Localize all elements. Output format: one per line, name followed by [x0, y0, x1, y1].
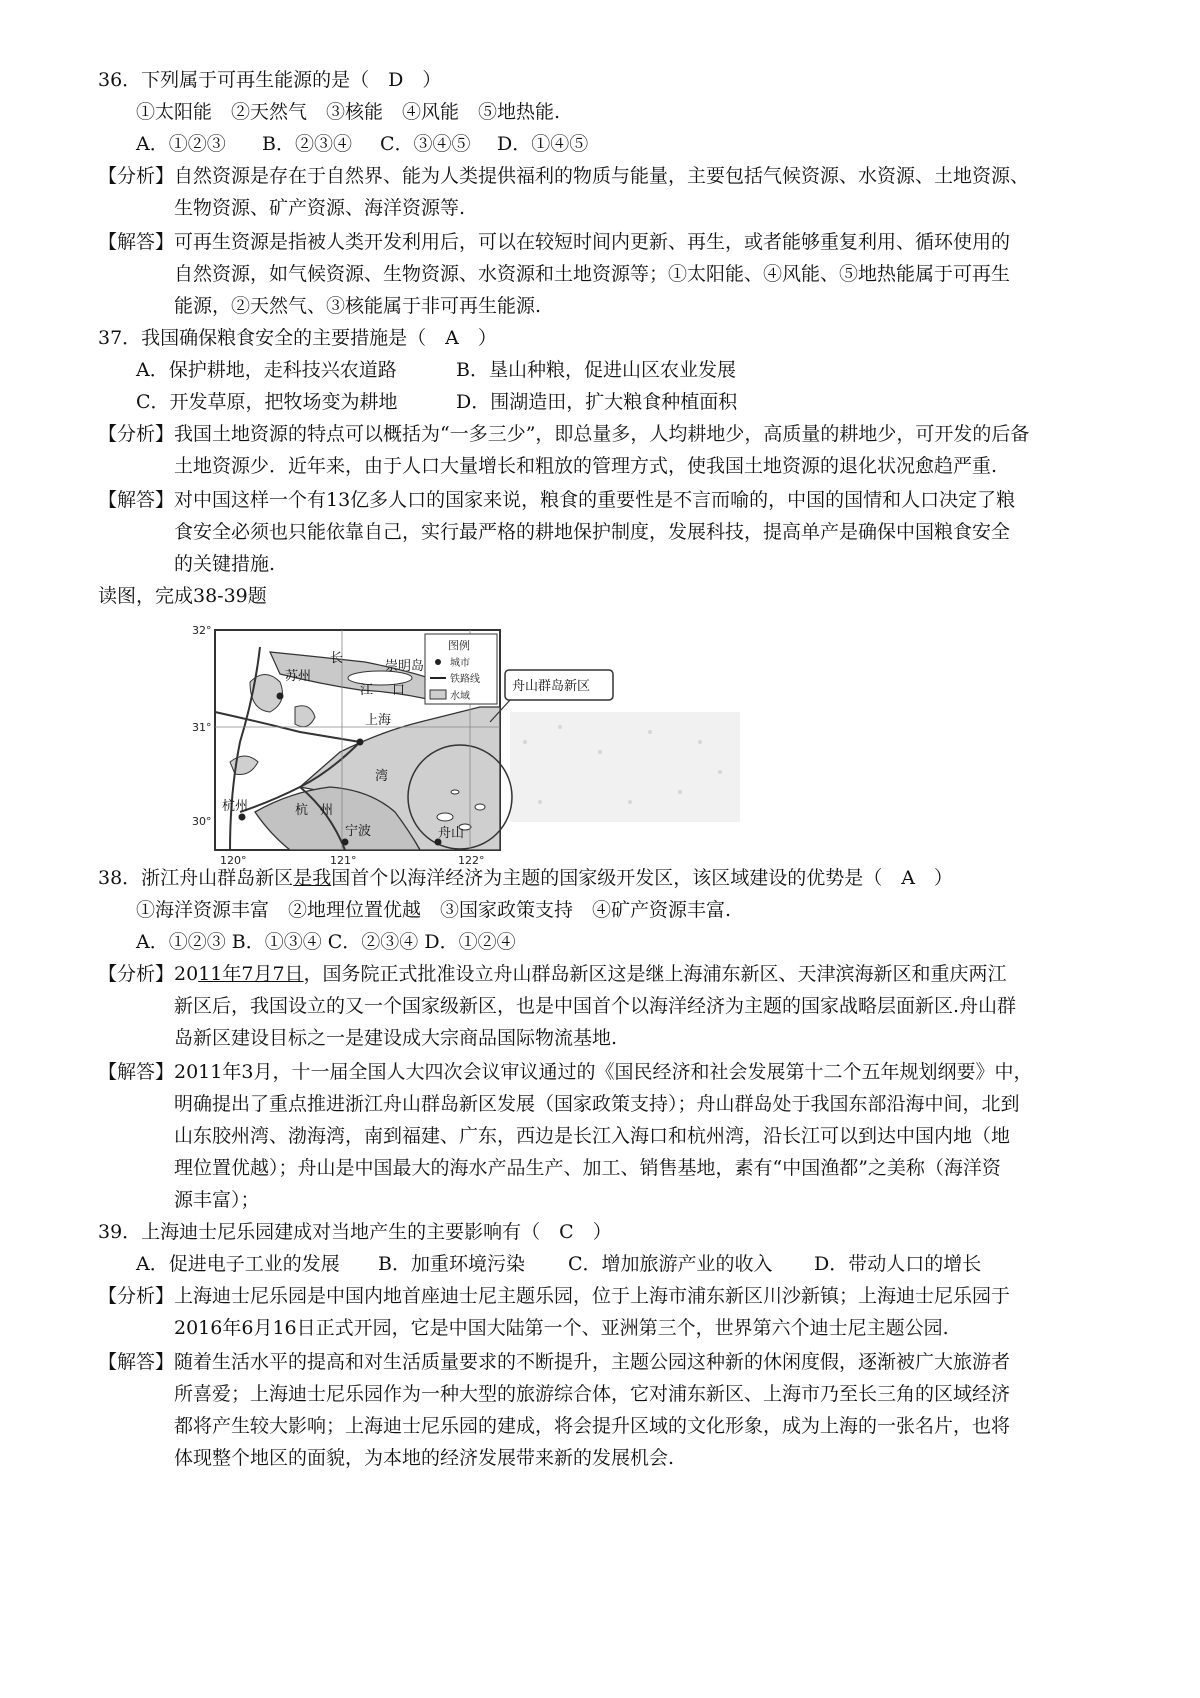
city-dot — [342, 839, 349, 846]
q38-answer-tag: 【解答】 — [98, 1061, 175, 1083]
legend-item-city: 城市 — [450, 658, 470, 669]
q38-analysis-line — [174, 958, 1007, 990]
q39-answer-line: 所喜爱；上海迪士尼乐园作为一种大型的旅游综合体，它对浦东新区、上海市乃至长三角的区域经济 — [174, 1383, 1011, 1405]
q36-analysis-tag: 【分析】 — [98, 165, 175, 187]
q37-stem: 37．我国确保粮食安全的主要措施是（ A ） — [98, 327, 497, 349]
place-label: 杭州 — [222, 799, 249, 814]
lat-label: 31° — [192, 721, 212, 734]
place-label: 杭 — [295, 803, 309, 818]
place-label: 崇明岛 — [385, 659, 425, 674]
lon-label: 120° — [220, 854, 247, 867]
q37-analysis-tag: 【分析】 — [98, 423, 175, 445]
q38-stem-post: 国首个以海洋经济为主题的国家级开发区，该区域建设的优势是（ A ） — [331, 867, 953, 889]
q38-answer-line: 源丰富）； — [174, 1189, 260, 1211]
legend-title: 图例 — [448, 639, 470, 652]
q39-option-b: B．加重环境污染 — [378, 1253, 525, 1275]
map-intro: 读图，完成38-39题 — [98, 585, 267, 607]
q39-answer-line: 随着生活水平的提高和对生活质量要求的不断提升，主题公园这种新的休闲度假，逐渐被广大旅游者 — [174, 1351, 1011, 1373]
q38-options: A．①②③ B．①③④ C．②③④ D．①②④ — [136, 931, 516, 953]
q39-analysis-tag: 【分析】 — [98, 1285, 175, 1307]
q36-option-a: A．①②③ — [136, 133, 226, 155]
q37-option-d: D．围湖造田，扩大粮食种植面积 — [456, 391, 738, 413]
city-dot — [239, 814, 246, 821]
q37-option-c: C．开发草原，把牧场变为耕地 — [136, 391, 398, 413]
q36-option-c: C．③④⑤ — [380, 133, 471, 155]
q38-answer-line: 理位置优越）；舟山是中国最大的海水产品生产、加工、销售基地，素有“中国渔都”之美称（海洋资 — [174, 1157, 1001, 1179]
lat-label: 32° — [192, 624, 212, 637]
legend-item-railway: 铁路线 — [450, 674, 480, 685]
q37-option-b: B．垦山种粮，促进山区农业发展 — [456, 359, 736, 381]
q36-option-d: D．①④⑤ — [497, 133, 589, 155]
q38-analysis-post: ，国务院正式批准设立舟山群岛新区这是继上海浦东新区、天津滨海新区和重庆两江 — [303, 963, 1007, 985]
place-label: 湾 — [375, 769, 389, 784]
q38-answer-line: 山东胶州湾、渤海湾，南到福建、广东，西边是长江入海口和杭州湾，沿长江可以到达中国内地（地 — [174, 1125, 1011, 1147]
callout-label: 舟山群岛新区 — [512, 679, 591, 694]
q36-analysis-line: 自然资源是存在于自然界、能为人类提供福利的物质与能量，主要包括气候资源、水资源、土地资源、 — [174, 165, 1030, 187]
q36-stem: 36．下列属于可再生能源的是（ D ） — [98, 69, 442, 91]
q36-answer-line: 自然资源，如气候资源、生物资源、水资源和土地资源等；①太阳能、④风能、⑤地热能属于可再生 — [174, 263, 1011, 285]
place-label: 长 — [330, 651, 344, 666]
q38-stem — [98, 862, 953, 894]
q36-items: ①太阳能 ②天然气 ③核能 ④风能 ⑤地热能. — [136, 101, 561, 123]
q36-answer-line: 能源，②天然气、③核能属于非可再生能源. — [174, 295, 542, 317]
lon-label: 122° — [458, 854, 485, 867]
q38-items: ①海洋资源丰富 ②地理位置优越 ③国家政策支持 ④矿产资源丰富. — [136, 899, 732, 921]
q36-option-b: B．②③④ — [262, 133, 352, 155]
q38-stem-underlined: 是我 — [293, 867, 332, 889]
q37-analysis-line: 我国土地资源的特点可以概括为“一多三少”，即总量多，人均耕地少，高质量的耕地少，可开发的后备 — [174, 423, 1030, 445]
q39-option-c: C．增加旅游产业的收入 — [568, 1253, 773, 1275]
q39-answer-line: 都将产生较大影响；上海迪士尼乐园的建成，将会提升区域的文化形象，成为上海的一张名片，也将 — [174, 1415, 1011, 1437]
q38-analysis-tag: 【分析】 — [98, 963, 175, 985]
q37-answer-tag: 【解答】 — [98, 489, 175, 511]
lon-label: 121° — [330, 854, 357, 867]
place-label: 宁波 — [345, 824, 372, 839]
q39-answer-tag: 【解答】 — [98, 1351, 175, 1373]
q36-analysis-line: 生物资源、矿产资源、海洋资源等. — [174, 197, 466, 219]
q36-answer-tag: 【解答】 — [98, 231, 175, 253]
lat-label: 30° — [192, 815, 212, 828]
q39-analysis-line: 2016年6月16日正式开园，它是中国大陆第一个、亚洲第三个，世界第六个迪士尼主题公园. — [174, 1317, 949, 1339]
place-label: 口 — [392, 683, 406, 698]
q38-analysis-underlined: 11年7月7日 — [198, 963, 304, 985]
place-label: 州 — [320, 803, 334, 818]
q38-analysis-pre: 20 — [174, 963, 199, 985]
q39-option-a: A．促进电子工业的发展 — [136, 1253, 340, 1275]
q39-analysis-line: 上海迪士尼乐园是中国内地首座迪士尼主题乐园，位于上海市浦东新区川沙新镇；上海迪士尼乐园于 — [174, 1285, 1011, 1307]
q39-option-d: D．带动人口的增长 — [814, 1253, 982, 1275]
scan-noise — [510, 712, 740, 822]
city-dot — [357, 739, 364, 746]
region-map — [180, 612, 760, 872]
q39-stem: 39．上海迪士尼乐园建成对当地产生的主要影响有（ C ） — [98, 1221, 612, 1243]
q38-answer-line: 2011年3月，十一届全国人大四次会议审议通过的《国民经济和社会发展第十二个五年规划纲要》中， — [174, 1061, 1033, 1083]
city-dot — [277, 693, 284, 700]
q39-answer-line: 体现整个地区的面貌，为本地的经济发展带来新的发展机会. — [174, 1447, 675, 1469]
q38-answer-line: 明确提出了重点推进浙江舟山群岛新区发展（国家政策支持）；舟山群岛处于我国东部沿海中间，北到 — [174, 1093, 1020, 1115]
q37-option-a: A．保护耕地，走科技兴农道路 — [136, 359, 397, 381]
q38-analysis-line: 岛新区建设目标之一是建设成大宗商品国际物流基地. — [174, 1027, 618, 1049]
q38-stem-pre: 38．浙江舟山群岛新区 — [98, 867, 294, 889]
q37-answer-line: 食安全必须也只能依靠自己，实行最严格的耕地保护制度，发展科技，提高单产是确保中国粮食安全 — [174, 521, 1011, 543]
q37-analysis-line: 土地资源少．近年来，由于人口大量增长和粗放的管理方式，使我国土地资源的退化状况愈趋严重. — [174, 455, 998, 477]
place-label: 苏州 — [285, 669, 312, 684]
place-label: 舟山 — [438, 826, 465, 841]
q36-answer-line: 可再生资源是指被人类开发利用后，可以在较短时间内更新、再生，或者能够重复利用、循环使用的 — [174, 231, 1011, 253]
q37-answer-line: 的关键措施. — [174, 553, 276, 575]
place-label: 上海 — [365, 713, 392, 728]
q37-answer-line: 对中国这样一个有13亿多人口的国家来说，粮食的重要性是不言而喻的，中国的国情和人口决定了粮 — [174, 489, 1016, 511]
legend-item-water: 水域 — [450, 691, 470, 702]
place-label: 江 — [360, 683, 374, 698]
q38-analysis-line: 新区后，我国设立的又一个国家级新区，也是中国首个以海洋经济为主题的国家战略层面新区.舟山群 — [174, 995, 1017, 1017]
